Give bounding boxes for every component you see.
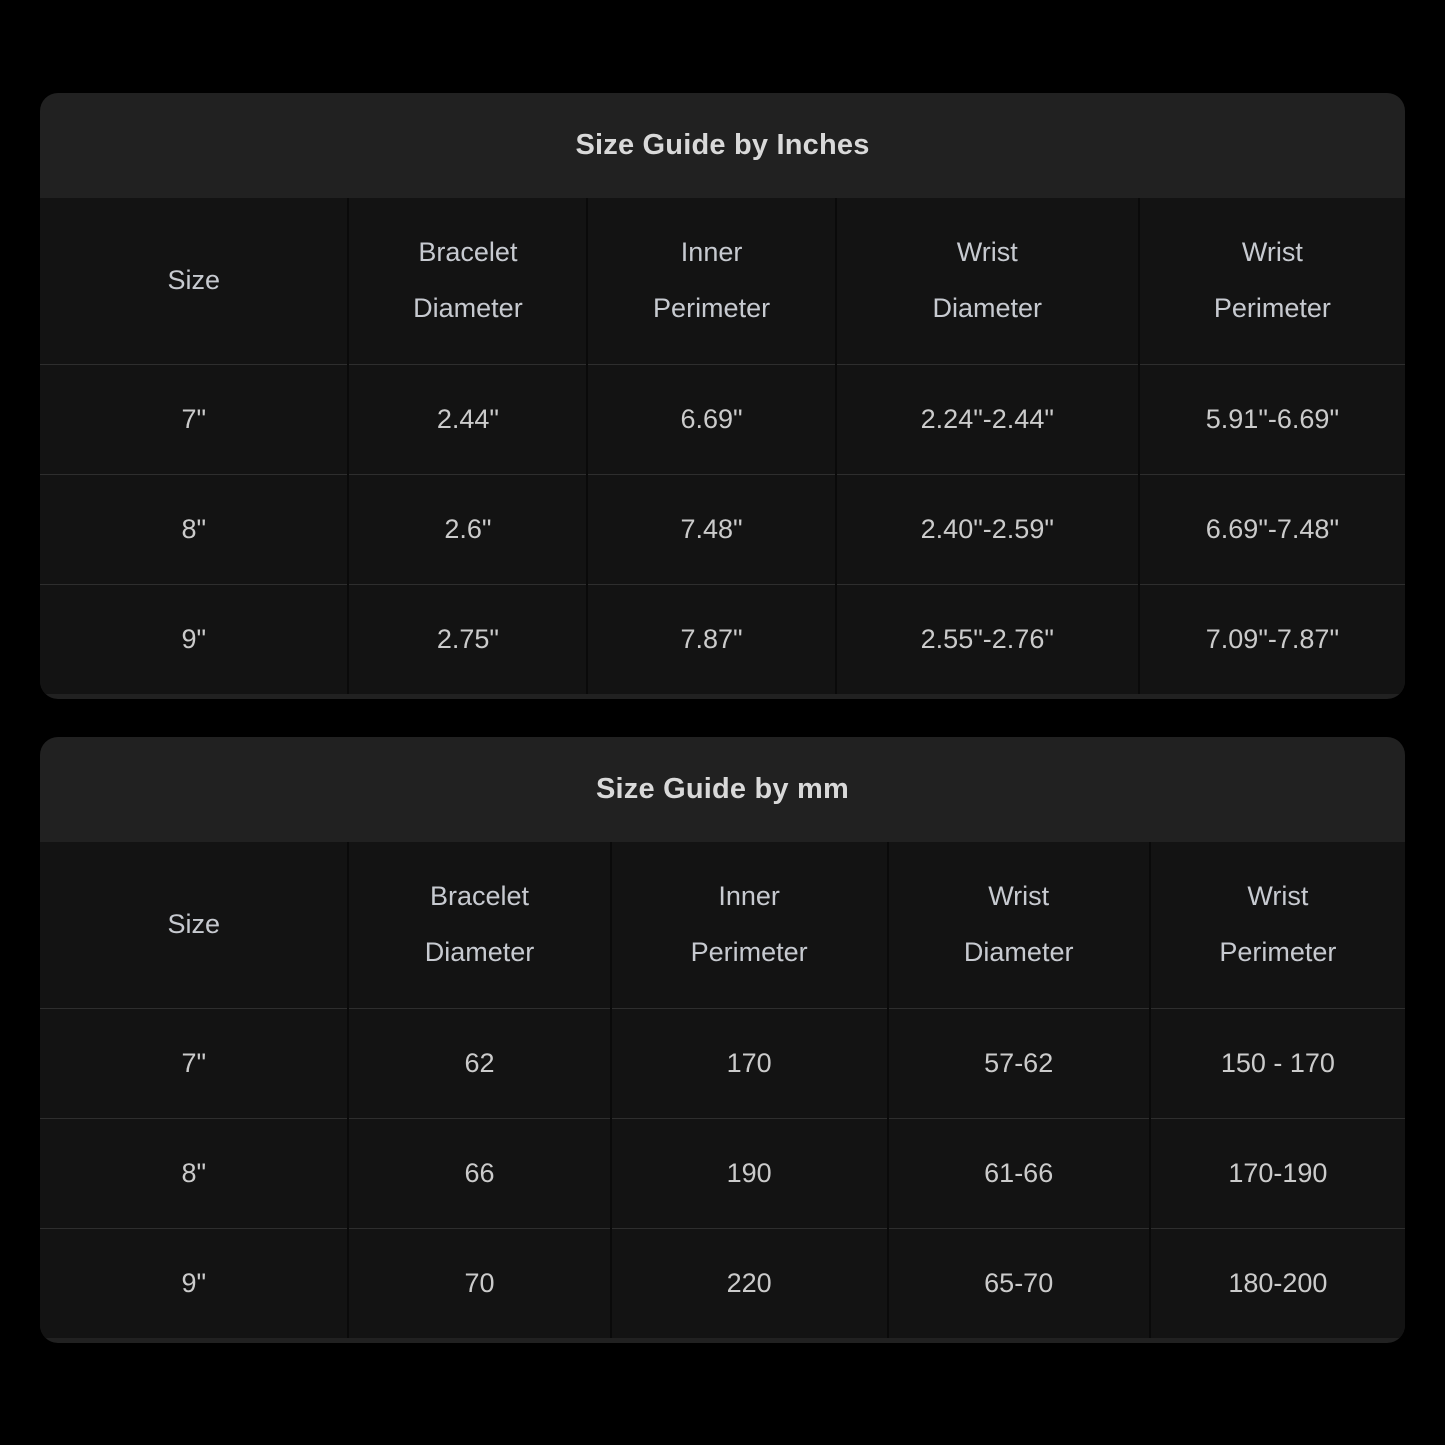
table-row bbox=[40, 1228, 1405, 1338]
header-cell-inner-perimeter: Inner Perimeter bbox=[587, 198, 835, 364]
wrist-diameter-cell: 65-70 bbox=[888, 1228, 1150, 1338]
header-cell-inner-perimeter: Inner Perimeter bbox=[611, 842, 888, 1008]
bracelet-diameter-cell: 62 bbox=[348, 1008, 610, 1118]
header-cell-bracelet-diameter: Bracelet Diameter bbox=[348, 198, 587, 364]
table-row bbox=[40, 1118, 1405, 1228]
header-cell-bracelet-diameter: Bracelet Diameter bbox=[348, 842, 610, 1008]
wrist-perimeter-cell: 7.09"-7.87" bbox=[1139, 584, 1405, 694]
header-cell-wrist-perimeter: Wrist Perimeter bbox=[1150, 842, 1405, 1008]
header-row bbox=[40, 198, 1405, 364]
table-row bbox=[40, 474, 1405, 584]
header-cell-wrist-diameter: Wrist Diameter bbox=[888, 842, 1150, 1008]
inner-perimeter-cell: 220 bbox=[611, 1228, 888, 1338]
header-cell-wrist-diameter: Wrist Diameter bbox=[836, 198, 1139, 364]
wrist-perimeter-cell: 180-200 bbox=[1150, 1228, 1405, 1338]
header-cell-size: Size bbox=[40, 842, 348, 1008]
size-guide-inches-table bbox=[40, 198, 1405, 694]
size-guide-inches-title: Size Guide by Inches bbox=[575, 129, 870, 161]
table-row bbox=[40, 364, 1405, 474]
inner-perimeter-cell: 7.87" bbox=[587, 584, 835, 694]
size-guide-mm-table bbox=[40, 842, 1405, 1338]
bracelet-diameter-cell: 66 bbox=[348, 1118, 610, 1228]
header-cell-wrist-perimeter: Wrist Perimeter bbox=[1139, 198, 1405, 364]
wrist-diameter-cell: 2.24"-2.44" bbox=[836, 364, 1139, 474]
size-cell: 7" bbox=[40, 364, 348, 474]
size-cell: 9" bbox=[40, 584, 348, 694]
size-guide-mm-title: Size Guide by mm bbox=[596, 773, 849, 805]
size-cell: 9" bbox=[40, 1228, 348, 1338]
wrist-perimeter-cell: 6.69"-7.48" bbox=[1139, 474, 1405, 584]
inner-perimeter-cell: 170 bbox=[611, 1008, 888, 1118]
wrist-diameter-cell: 57-62 bbox=[888, 1008, 1150, 1118]
size-cell: 7" bbox=[40, 1008, 348, 1118]
inner-perimeter-cell: 190 bbox=[611, 1118, 888, 1228]
header-row bbox=[40, 842, 1405, 1008]
inner-perimeter-cell: 6.69" bbox=[587, 364, 835, 474]
wrist-perimeter-cell: 150 - 170 bbox=[1150, 1008, 1405, 1118]
wrist-diameter-cell: 2.40"-2.59" bbox=[836, 474, 1139, 584]
header-cell-size: Size bbox=[40, 198, 348, 364]
bracelet-diameter-cell: 70 bbox=[348, 1228, 610, 1338]
wrist-perimeter-cell: 170-190 bbox=[1150, 1118, 1405, 1228]
size-cell: 8" bbox=[40, 1118, 348, 1228]
bracelet-diameter-cell: 2.6" bbox=[348, 474, 587, 584]
wrist-diameter-cell: 2.55"-2.76" bbox=[836, 584, 1139, 694]
size-guide-inches-card bbox=[40, 93, 1405, 699]
table-row bbox=[40, 1008, 1405, 1118]
bracelet-diameter-cell: 2.44" bbox=[348, 364, 587, 474]
inner-perimeter-cell: 7.48" bbox=[587, 474, 835, 584]
table-row bbox=[40, 584, 1405, 694]
size-cell: 8" bbox=[40, 474, 348, 584]
bracelet-diameter-cell: 2.75" bbox=[348, 584, 587, 694]
wrist-diameter-cell: 61-66 bbox=[888, 1118, 1150, 1228]
wrist-perimeter-cell: 5.91"-6.69" bbox=[1139, 364, 1405, 474]
size-guide-mm-card bbox=[40, 737, 1405, 1343]
